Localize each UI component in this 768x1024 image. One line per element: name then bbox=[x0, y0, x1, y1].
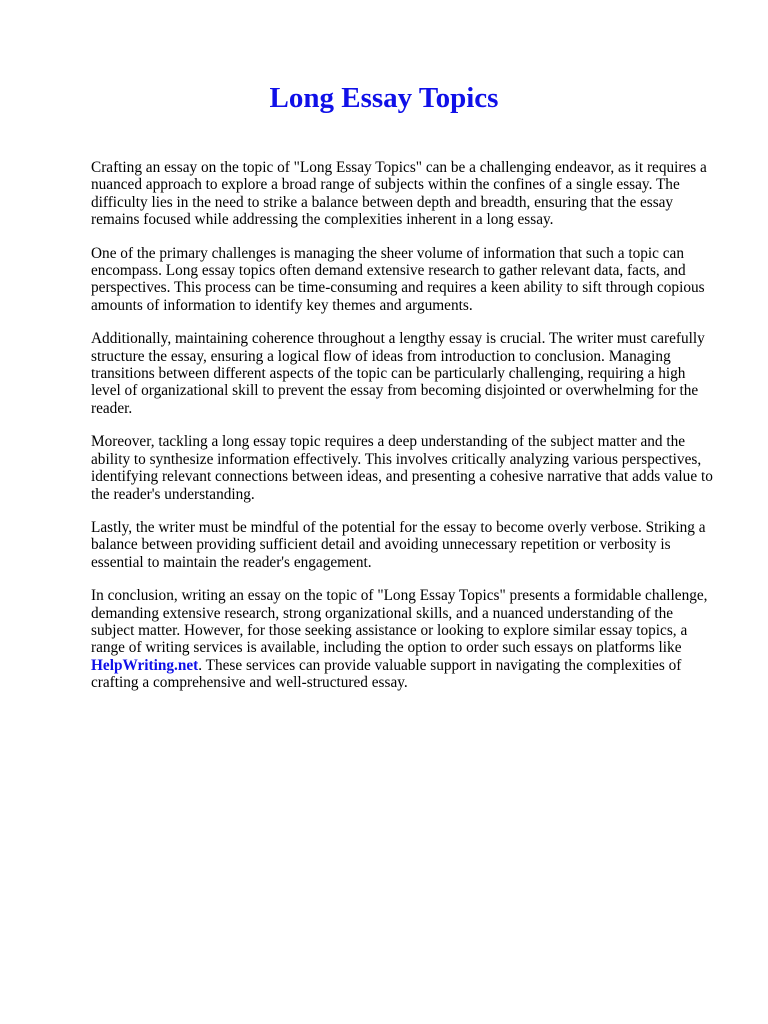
paragraph-intro: Crafting an essay on the topic of "Long Essay Topics" can be a challenging endeavor, as it requires a nuanced approach to explore a broad range of subjects within the confines of a single essay. The difficulty lies in the need to strike a balance between depth and breadth, ensuring that the essay remains focused while addressing the complexities inherent in a long essay. bbox=[91, 159, 707, 229]
paragraph-verbosity: Lastly, the writer must be mindful of the potential for the essay to become overly verbose. Striking a balance between providing sufficient detail and avoiding unnecessary repetition or verbosity is essential to maintain the reader's engagement. bbox=[91, 518, 706, 571]
conclusion-text-before-link: In conclusion, writing an essay on the topic of "Long Essay Topics" presents a formidable challenge, demanding extensive research, strong organizational skills, and a nuanced understanding of the subject matter. However, for those seeking assistance or looking to explore similar essay topics, a range of writing services is available, including the option to order such essays on platforms like bbox=[91, 587, 708, 657]
conclusion-text-after-link: . These services can provide valuable support in navigating the complexities of crafting a comprehensive and well-structured essay. bbox=[91, 656, 682, 692]
page-title: Long Essay Topics bbox=[269, 82, 499, 114]
helpwriting-link[interactable]: HelpWriting.net bbox=[91, 656, 199, 674]
paragraph-volume: One of the primary challenges is managing the sheer volume of information that such a topic can encompass. Long essay topics often demand extensive research to gather relevant data, facts, and perspectives. This process can be time-consuming and requires a keen ability to sift through copious amounts of information to identify key themes and arguments. bbox=[91, 244, 705, 314]
paragraph-coherence: Additionally, maintaining coherence throughout a lengthy essay is crucial. The writer must carefully structure the essay, ensuring a logical flow of ideas from introduction to conclusion. Managing transitions between different aspects of the topic can be particularly challenging, requiring a high level of organizational skill to prevent the essay from becoming disjointed or overwhelming for the reader. bbox=[91, 330, 705, 417]
paragraph-conclusion bbox=[91, 587, 718, 691]
paragraph-understanding: Moreover, tackling a long essay topic requires a deep understanding of the subject matter and the ability to synthesize information effectively. This involves critically analyzing various perspectives, identifying relevant connections between ideas, and presenting a cohesive narrative that adds value to the reader's understanding. bbox=[91, 433, 713, 503]
